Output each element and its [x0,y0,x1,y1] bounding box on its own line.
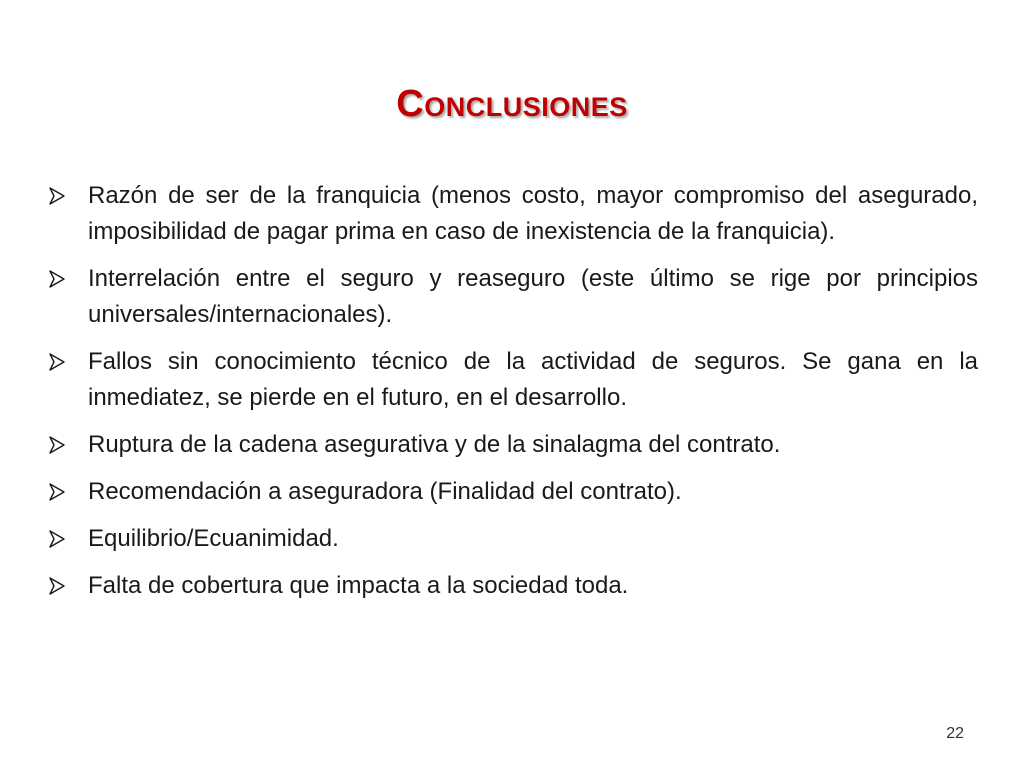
bullet-item [48,568,978,604]
bullet-text: Fallos sin conocimiento técnico de la actividad de seguros. Se gana en la inmediatez, se pierde en el futuro, en el desarrollo. [88,348,978,411]
bullet-text: Ruptura de la cadena asegurativa y de la sinalagma del contrato. [88,431,781,458]
slide-title: Conclusiones [396,83,628,125]
arrow-bullet-icon [48,344,88,380]
arrow-bullet-icon [48,474,88,510]
bullet-text: Recomendación a aseguradora (Finalidad del contrato). [88,478,682,505]
bullet-text: Falta de cobertura que impacta a la sociedad toda. [88,572,629,599]
arrow-bullet-icon [48,261,88,297]
arrow-bullet-icon [48,178,88,214]
bullet-item [48,521,978,557]
bullet-item [48,178,978,250]
bullet-text: Razón de ser de la franquicia (menos costo, mayor compromiso del asegurado, imposibilidad de pagar prima en caso de inexistencia de la franquicia). [88,182,978,245]
bullet-list [48,178,978,615]
bullet-item [48,344,978,416]
page-number: 22 [946,725,964,742]
arrow-bullet-icon [48,568,88,604]
bullet-item [48,261,978,333]
arrow-bullet-icon [48,521,88,557]
bullet-text: Equilibrio/Ecuanimidad. [88,525,339,552]
bullet-item [48,427,978,463]
bullet-item [48,474,978,510]
bullet-text: Interrelación entre el seguro y reaseguro (este último se rige por principios universales/internacionales). [88,265,978,328]
arrow-bullet-icon [48,427,88,463]
